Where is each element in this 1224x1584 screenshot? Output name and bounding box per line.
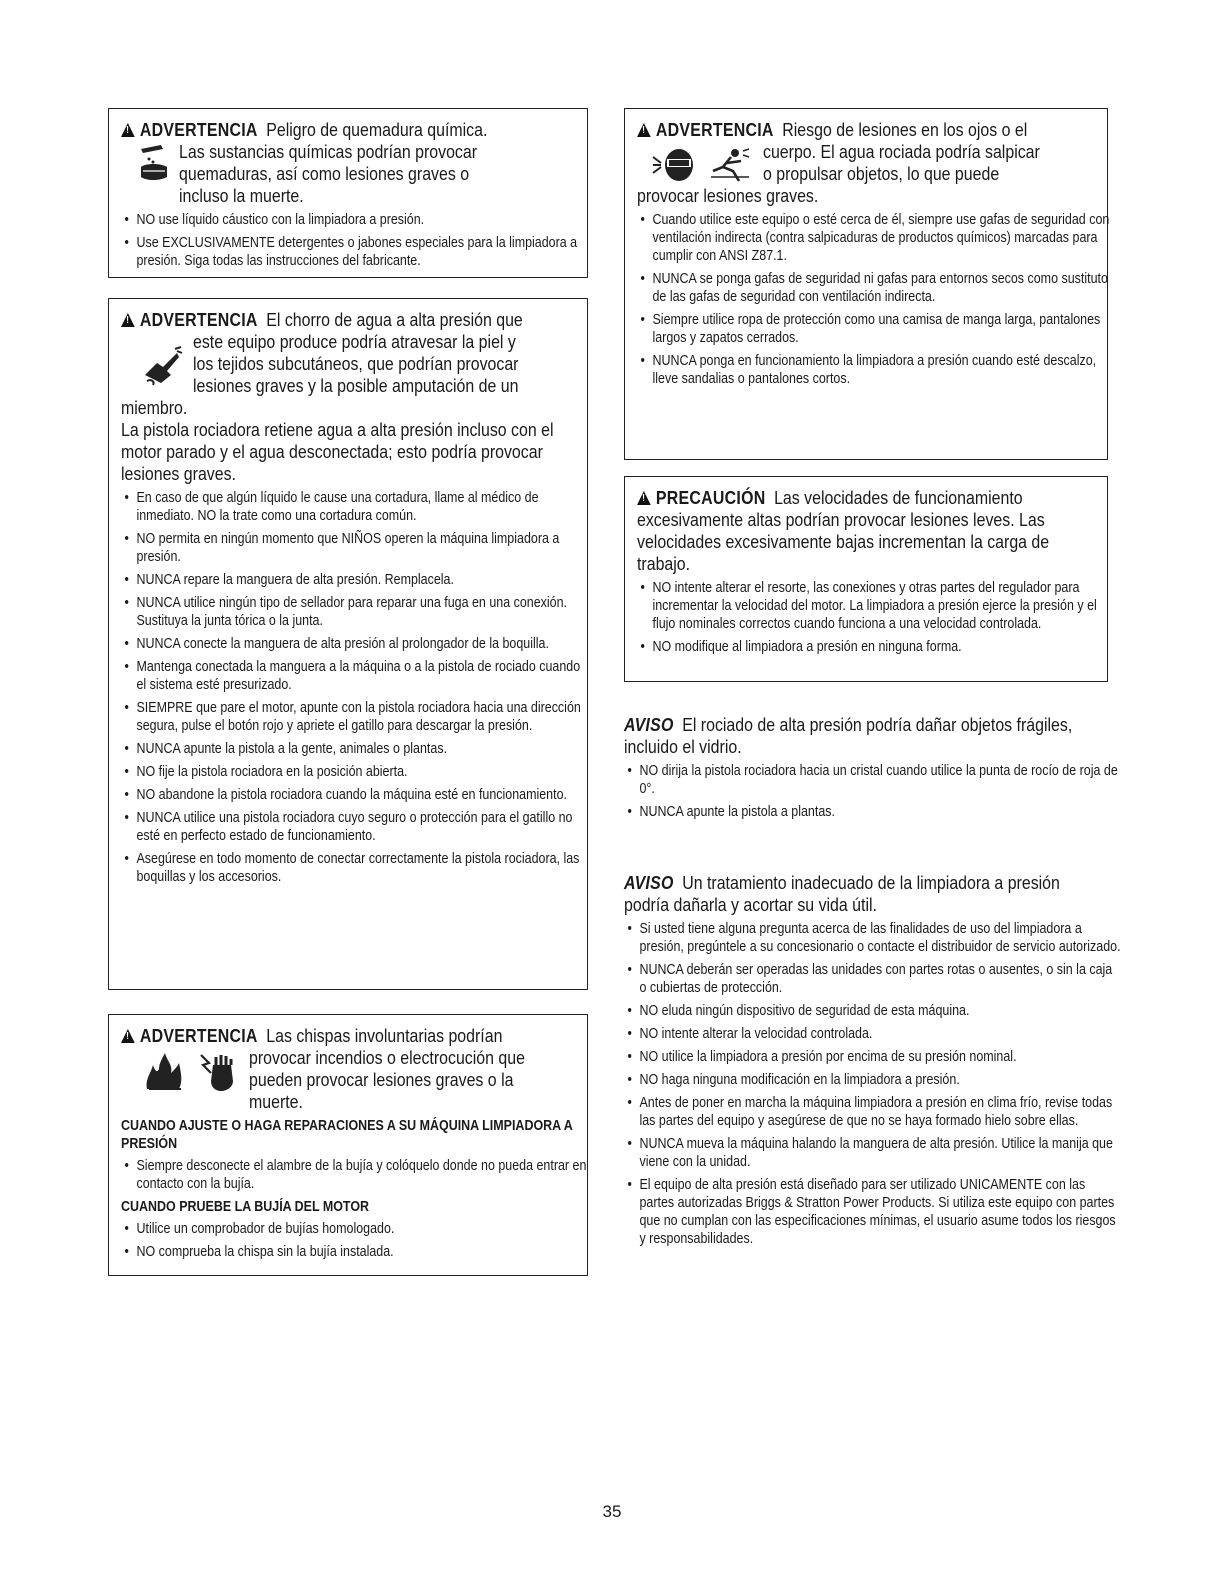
list-item: • NO intente alterar el resorte, las conexiones y otras partes del regulador para incrementar la velocidad del motor. La limpiadora a presión ejerce la presión y el flujo nominales correctos cuando funciona a una velocidad controlada. <box>637 579 1109 633</box>
warning-triangle-icon <box>637 491 651 505</box>
signal-word: ADVERTENCIA <box>139 309 258 330</box>
warning-triangle-icon <box>121 123 135 137</box>
hazard-headline: Peligro de quemadura química. <box>266 119 488 140</box>
signal-word: ADVERTENCIA <box>655 119 774 140</box>
list-item: • En caso de que algún líquido le cause una cortadura, llame al médico de inmediato. NO la trate como una cortadura común. <box>121 489 589 525</box>
warning-box-sparks <box>108 1014 588 1276</box>
signal-word: AVISO <box>624 872 674 893</box>
list-item: • NO abandone la pistola rociadora cuando la máquina esté en funcionamiento. <box>121 786 589 804</box>
eye-protection-icon <box>651 147 695 183</box>
signal-word: PRECAUCIÓN <box>655 487 766 508</box>
notice-headline: El rociado de alta presión podría dañar objetos frágiles, incluido el vidrio. <box>624 714 1073 757</box>
hazard-text: excesivamente altas podrían provocar lesiones leves. Las velocidades excesivamente bajas incrementan la carga de trabajo. <box>637 509 1050 574</box>
precaution-list <box>121 489 581 886</box>
hazard-text-detail: La pistola rociadora retiene agua a alta presión incluso con el motor parado y el agua desconectada; esto podría provocar lesiones graves. <box>121 419 554 484</box>
hazard-headline: Riesgo de lesiones en los ojos o el <box>782 119 1028 140</box>
high-pressure-injection-icon <box>141 345 183 387</box>
warning-box-high-pressure <box>108 298 588 990</box>
warning-triangle-icon <box>121 313 135 327</box>
hazard-text-continued: provocar lesiones graves. <box>637 185 819 206</box>
notice-header <box>624 872 1107 916</box>
list-item: • NUNCA conecte la manguera de alta presión al prolongador de la boquilla. <box>121 635 589 653</box>
list-item: • NUNCA mueva la máquina halando la manguera de alta presión. Utilice la manija que viene con la unidad. <box>624 1135 1122 1171</box>
hazard-headline: El chorro de agua a alta presión que <box>266 309 523 330</box>
list-item: • NO use líquido cáustico con la limpiadora a presión. <box>121 211 589 229</box>
list-item: • Siempre utilice ropa de protección como una camisa de manga larga, pantalones largos y zapatos cerrados. <box>637 311 1109 347</box>
chemical-burn-icon <box>137 143 171 183</box>
caution-header <box>637 487 1094 509</box>
warning-header <box>637 119 1094 141</box>
list-item: • NO modifique al limpiadora a presión en ninguna forma. <box>637 638 1109 656</box>
list-item: • NUNCA deberán ser operadas las unidades con partes rotas o ausentes, o sin la caja o cubiertas de protección. <box>624 961 1122 997</box>
warning-header <box>121 1025 574 1047</box>
signal-word: ADVERTENCIA <box>139 1025 258 1046</box>
list-item: • NO dirija la pistola rociadora hacia un cristal cuando utilice la punta de rocío de roja de 0°. <box>624 762 1122 798</box>
notice-list <box>624 920 1121 1248</box>
signal-word: ADVERTENCIA <box>139 119 258 140</box>
list-item: • NUNCA apunte la pistola a plantas. <box>624 803 1122 821</box>
warning-header <box>121 119 574 141</box>
notice-list <box>624 762 1118 821</box>
hazard-text-continued: miembro. <box>121 397 188 418</box>
list-item: • Siempre desconecte el alambre de la bujía y colóquelo donde no pueda entrar en contacto con la bujía. <box>121 1157 589 1193</box>
list-item: • Utilice un comprobador de bujías homologado. <box>121 1220 589 1238</box>
list-item: • NO permita en ningún momento que NIÑOS operen la máquina limpiadora a presión. <box>121 530 589 566</box>
warning-triangle-icon <box>637 123 651 137</box>
notice-headline: Un tratamiento inadecuado de la limpiadora a presión podría dañarla y acortar su vida útil. <box>624 872 1060 915</box>
hazard-text: Las sustancias químicas podrían provocar quemaduras, así como lesiones graves o incluso la muerte. <box>179 141 478 206</box>
page-number: 35 <box>602 1502 622 1521</box>
warning-header <box>121 309 574 331</box>
list-item: • NO utilice la limpiadora a presión por encima de su presión nominal. <box>624 1048 1122 1066</box>
precaution-list <box>121 211 578 270</box>
hazard-text: provocar incendios o electrocución que pueden provocar lesiones graves o la muerte. <box>249 1047 525 1112</box>
list-item: • NO haga ninguna modificación en la limpiadora a presión. <box>624 1071 1122 1089</box>
list-item: • NUNCA apunte la pistola a la gente, animales o plantas. <box>121 740 589 758</box>
section-subheading: CUANDO AJUSTE O HAGA REPARACIONES A SU MÁQUINA LIMPIADORA A PRESIÓN <box>121 1118 573 1152</box>
list-item: • NO fije la pistola rociadora en la posición abierta. <box>121 763 589 781</box>
list-item: • NUNCA utilice una pistola rociadora cuyo seguro o protección para el gatillo no esté en perfecto estado de funcionamiento. <box>121 809 589 845</box>
list-item: • Si usted tiene alguna pregunta acerca de las finalidades de uso del limpiadora a presión, pregúntele a su concesionario o contacte el distribuidor de servicio autorizado. <box>624 920 1122 956</box>
list-item: • El equipo de alta presión está diseñado para ser utilizado UNICAMENTE con las partes autorizadas Briggs & Stratton Power Products. Si utiliza este equipo con partes que no cumplan con las especificaciones mínimas, el usuario asume todos los riesgos y responsabilidades. <box>624 1176 1122 1248</box>
warning-triangle-icon <box>121 1029 135 1043</box>
hazard-text: cuerpo. El agua rociada podría salpicar o propulsar objetos, lo que puede <box>763 141 1040 184</box>
list-item: • Use EXCLUSIVAMENTE detergentes o jabones especiales para la limpiadora a presión. Siga todas las instrucciones del fabricante. <box>121 234 589 270</box>
warning-box-chemical-burn <box>108 108 588 278</box>
warning-box-eye-injury <box>624 108 1108 460</box>
list-item: • Antes de poner en marcha la máquina limpiadora a presión en clima frío, revise todas las partes del equipo y asegúrese de que no se haya formado hielo sobre ellas. <box>624 1094 1122 1130</box>
section-subheading: CUANDO PRUEBE LA BUJÍA DEL MOTOR <box>121 1199 370 1215</box>
notice-improper-treatment <box>624 872 1121 1253</box>
hazard-headline: Las velocidades de funcionamiento <box>774 487 1023 508</box>
caution-box-speed <box>624 476 1108 682</box>
list-item: • NUNCA utilice ningún tipo de sellador para reparar una fuga en una conexión. Sustituya la junta tórica o la junta. <box>121 594 589 630</box>
hazard-headline: Las chispas involuntarias podrían <box>266 1025 503 1046</box>
notice-fragile-objects <box>624 714 1118 826</box>
list-item: • NUNCA ponga en funcionamiento la limpiadora a presión cuando esté descalzo, lleve sandalias o pantalones cortos. <box>637 352 1109 388</box>
list-item: • Asegúrese en todo momento de conectar correctamente la pistola rociadora, las boquillas y los accesorios. <box>121 850 589 886</box>
precaution-list <box>121 1220 575 1261</box>
list-item: • NO comprueba la chispa sin la bujía instalada. <box>121 1243 589 1261</box>
precaution-list <box>121 1157 587 1193</box>
list-item: • NUNCA se ponga gafas de seguridad ni gafas para entornos secos como sustituto de las gafas de seguridad con ventilación indirecta. <box>637 270 1109 306</box>
signal-word: AVISO <box>624 714 674 735</box>
list-item: • Mantenga conectada la manguera a la máquina o a la pistola de rociado cuando el sistema esté presurizado. <box>121 658 589 694</box>
fire-icon <box>143 1051 183 1091</box>
precaution-list <box>637 211 1110 388</box>
list-item: • NO intente alterar la velocidad controlada. <box>624 1025 1122 1043</box>
hazard-text: este equipo produce podría atravesar la piel y los tejidos subcutáneos, que podrían provocar lesiones graves y la posible amputación de un <box>193 331 519 396</box>
list-item: • Cuando utilice este equipo o esté cerca de él, siempre use gafas de seguridad con ventilación indirecta (contra salpicaduras de productos químicos) marcadas para cumplir con ANSI Z87.1. <box>637 211 1109 265</box>
precaution-list <box>637 579 1095 656</box>
list-item: • NUNCA repare la manguera de alta presión. Remplacela. <box>121 571 589 589</box>
notice-header <box>624 714 1107 758</box>
electric-shock-icon <box>197 1051 237 1093</box>
flying-objects-icon <box>709 147 751 183</box>
list-item: • SIEMPRE que pare el motor, apunte con la pistola rociadora hacia una dirección segura, pulse el botón rojo y apriete el gatillo para descargar la presión. <box>121 699 589 735</box>
list-item: • NO eluda ningún dispositivo de seguridad de esta máquina. <box>624 1002 1122 1020</box>
